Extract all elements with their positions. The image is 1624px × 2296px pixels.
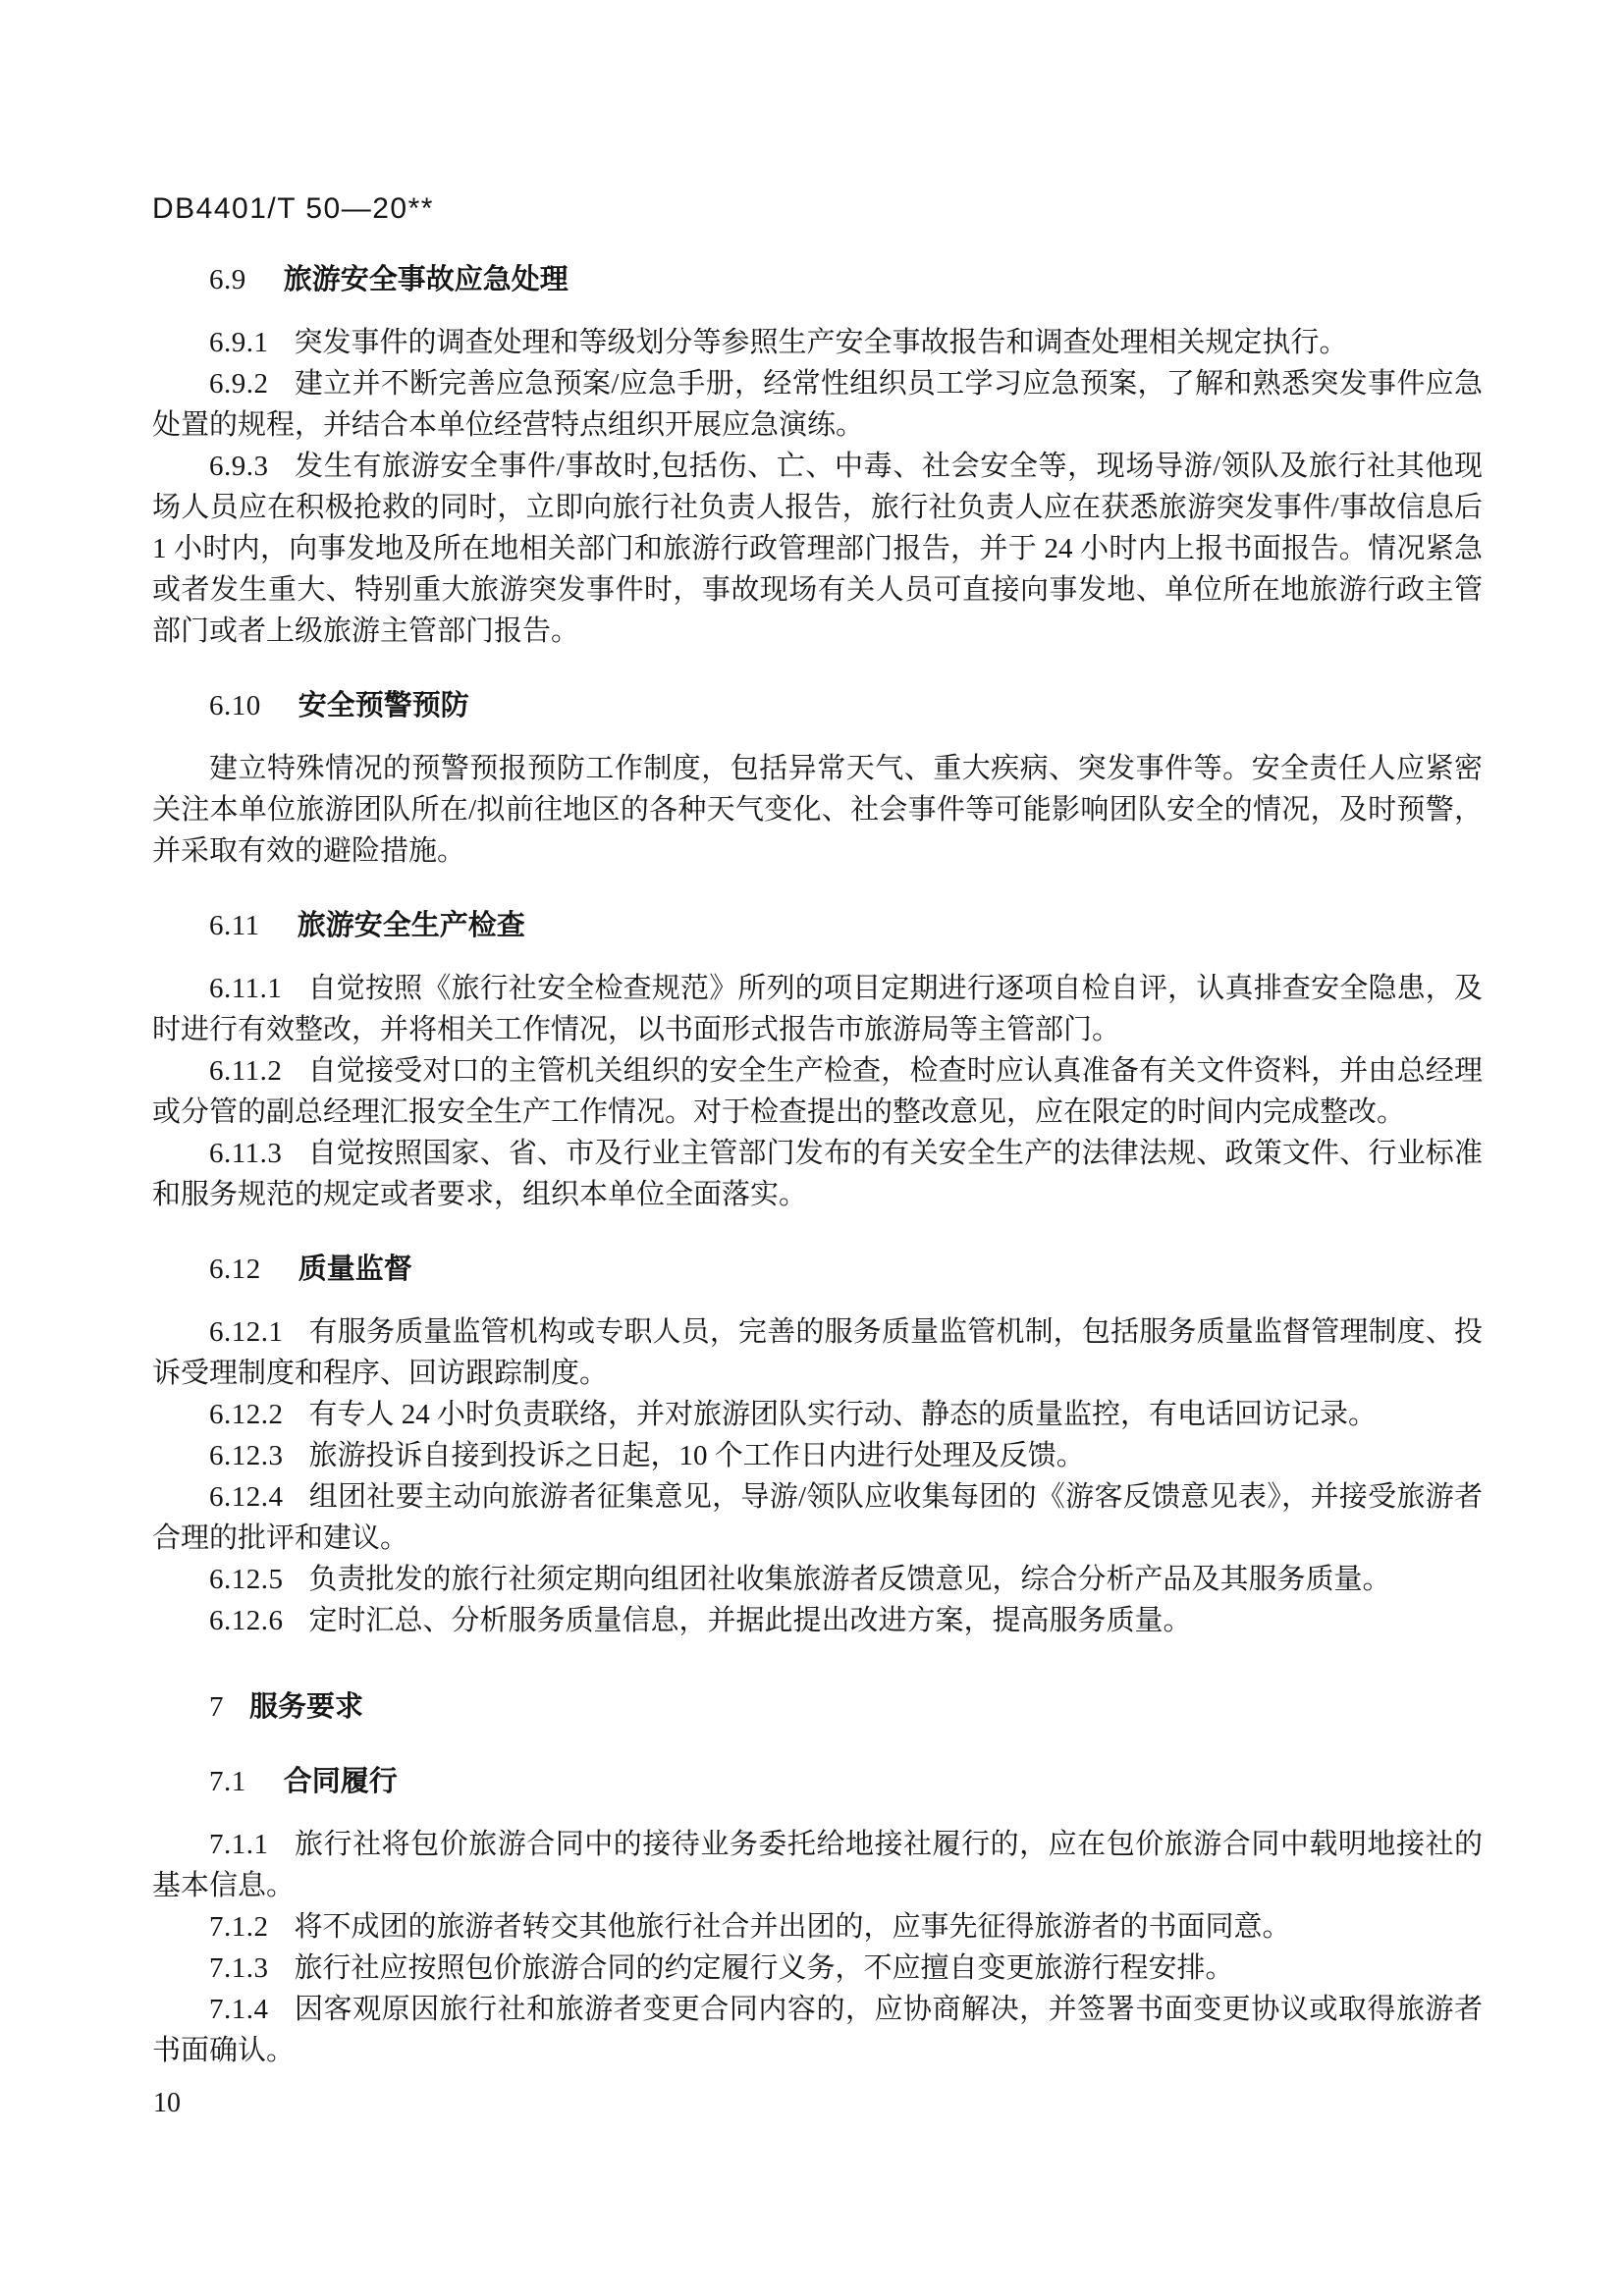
section-number: 6.10 xyxy=(209,690,261,721)
page-number: 10 xyxy=(153,2088,181,2118)
clause-number: 6.12.5 xyxy=(209,1564,284,1595)
clause-number: 6.11.2 xyxy=(209,1055,283,1087)
clause-text: 建立特殊情况的预警预报预防工作制度，包括异常天气、重大疾病、突发事件等。安全责任人应紧密关注本单位旅游团队所在/拟前往地区的各种天气变化、社会事件等可能影响团队安全的情况，及时预警，并采取有效的避险措施。 xyxy=(152,753,1483,867)
chapter-number: 7 xyxy=(209,1691,224,1723)
clause-text: 发生有旅游安全事件/事故时,包括伤、亡、中毒、社会安全等，现场导游/领队及旅行社其他现场人员应在积极抢救的同时，立即向旅行社负责人报告，旅行社负责人应在获悉旅游突发事件/事故信息后 1 小时内，向事发地及所在地相关部门和旅游行政管理部门报告，并于 24 小时内上报书面报告。情况紧急或者发生重大、特别重大旅游突发事件时，事故现场有关人员可直接向事发地、单位所在地旅游行政主管部门或者上级旅游主管部门报告。 xyxy=(152,451,1483,647)
clause-number: 7.1.4 xyxy=(209,1994,269,2025)
clause-text: 旅游投诉自接到投诉之日起，10 个工作日内进行处理及反馈。 xyxy=(308,1440,1085,1471)
clause-6-9-1 xyxy=(152,322,1483,363)
clause-text: 旅行社将包价旅游合同中的接待业务委托给地接社履行的，应在包价旅游合同中载明地接社的基本信息。 xyxy=(152,1829,1483,1901)
section-number: 7.1 xyxy=(209,1766,246,1797)
clause-6-9-3 xyxy=(152,446,1483,652)
clause-number: 7.1.3 xyxy=(209,1952,269,1984)
clause-text: 自觉接受对口的主管机关组织的安全生产检查，检查时应认真准备有关文件资料，并由总经理或分管的副总经理汇报安全生产工作情况。对于检查提出的整改意见，应在限定的时间内完成整改。 xyxy=(152,1055,1483,1128)
clause-6-12-2 xyxy=(152,1394,1483,1435)
clause-text: 有专人 24 小时负责联络，并对旅游团队实行动、静态的质量监控，有电话回访记录。 xyxy=(308,1399,1378,1430)
clause-text: 突发事件的调查处理和等级划分等参照生产安全事故报告和调查处理相关规定执行。 xyxy=(294,327,1348,358)
section-title: 安全预警预防 xyxy=(298,690,469,721)
clause-text: 定时汇总、分析服务质量信息，并据此提出改进方案，提高服务质量。 xyxy=(308,1605,1192,1636)
document-code: DB4401/T 50—20** xyxy=(152,192,434,225)
clause-number: 6.12.3 xyxy=(209,1440,284,1471)
clause-text: 自觉按照《旅行社安全检查规范》所列的项目定期进行逐项自检自评，认真排查安全隐患，及时进行有效整改，并将相关工作情况，以书面形式报告市旅游局等主管部门。 xyxy=(152,973,1483,1045)
section-title: 旅游安全事故应急处理 xyxy=(283,264,568,295)
clause-text: 负责批发的旅行社须定期向组团社收集旅游者反馈意见，综合分析产品及其服务质量。 xyxy=(308,1564,1391,1595)
clause-text: 因客观原因旅行社和旅游者变更合同内容的，应协商解决，并签署书面变更协议或取得旅游者书面确认。 xyxy=(152,1994,1483,2066)
clause-text: 旅行社应按照包价旅游合同的约定履行义务，不应擅自变更旅游行程安排。 xyxy=(294,1952,1234,1984)
clause-text: 有服务质量监管机构或专职人员，完善的服务质量监管机制，包括服务质量监督管理制度、投诉受理制度和程序、回访跟踪制度。 xyxy=(152,1316,1483,1389)
clause-number: 7.1.2 xyxy=(209,1911,269,1943)
clause-6-12-6 xyxy=(152,1600,1483,1641)
clause-6-12-4 xyxy=(152,1476,1483,1559)
chapter-title: 服务要求 xyxy=(249,1691,364,1723)
clause-number: 6.9.1 xyxy=(209,327,269,358)
clause-6-11-2 xyxy=(152,1050,1483,1133)
section-number: 6.12 xyxy=(209,1254,261,1285)
clause-7-1-3 xyxy=(152,1948,1483,1989)
section-heading-7-1 xyxy=(152,1761,1483,1802)
section-title: 质量监督 xyxy=(298,1254,412,1285)
clause-7-1-4 xyxy=(152,1989,1483,2071)
clause-number: 6.11.3 xyxy=(209,1138,283,1169)
clause-text: 建立并不断完善应急预案/应急手册，经常性组织员工学习应急预案，了解和熟悉突发事件应急处置的规程，并结合本单位经营特点组织开展应急演练。 xyxy=(152,368,1483,441)
clause-number: 6.12.4 xyxy=(209,1481,284,1513)
section-number: 6.11 xyxy=(209,910,260,941)
clause-number: 6.12.1 xyxy=(209,1316,284,1348)
clause-number: 6.9.2 xyxy=(209,368,269,400)
clause-number: 6.9.3 xyxy=(209,451,269,482)
section-heading-6-10 xyxy=(152,685,1483,726)
clause-text: 组团社要主动向旅游者征集意见，导游/领队应收集每团的《游客反馈意见表》，并接受旅游者合理的批评和建议。 xyxy=(152,1481,1483,1554)
clause-6-10-body xyxy=(152,748,1483,872)
clause-6-11-3 xyxy=(152,1133,1483,1215)
section-heading-6-9 xyxy=(152,259,1483,300)
clause-6-11-1 xyxy=(152,968,1483,1050)
section-heading-6-12 xyxy=(152,1249,1483,1290)
clause-text: 将不成团的旅游者转交其他旅行社合并出团的，应事先征得旅游者的书面同意。 xyxy=(294,1911,1291,1943)
section-title: 旅游安全生产检查 xyxy=(297,910,525,941)
clause-6-12-3 xyxy=(152,1435,1483,1476)
section-heading-6-11 xyxy=(152,905,1483,946)
section-title: 合同履行 xyxy=(283,1766,398,1797)
clause-number: 7.1.1 xyxy=(209,1829,269,1860)
clause-6-9-2 xyxy=(152,363,1483,446)
clause-number: 6.11.1 xyxy=(209,973,283,1004)
section-number: 6.9 xyxy=(209,264,246,295)
clause-text: 自觉按照国家、省、市及行业主管部门发布的有关安全生产的法律法规、政策文件、行业标准和服务规范的规定或者要求，组织本单位全面落实。 xyxy=(152,1138,1483,1210)
clause-number: 6.12.2 xyxy=(209,1399,284,1430)
clause-7-1-1 xyxy=(152,1824,1483,1906)
clause-6-12-1 xyxy=(152,1311,1483,1394)
clause-7-1-2 xyxy=(152,1906,1483,1948)
clause-6-12-5 xyxy=(152,1559,1483,1600)
clause-number: 6.12.6 xyxy=(209,1605,284,1636)
chapter-heading-7 xyxy=(152,1686,1483,1728)
